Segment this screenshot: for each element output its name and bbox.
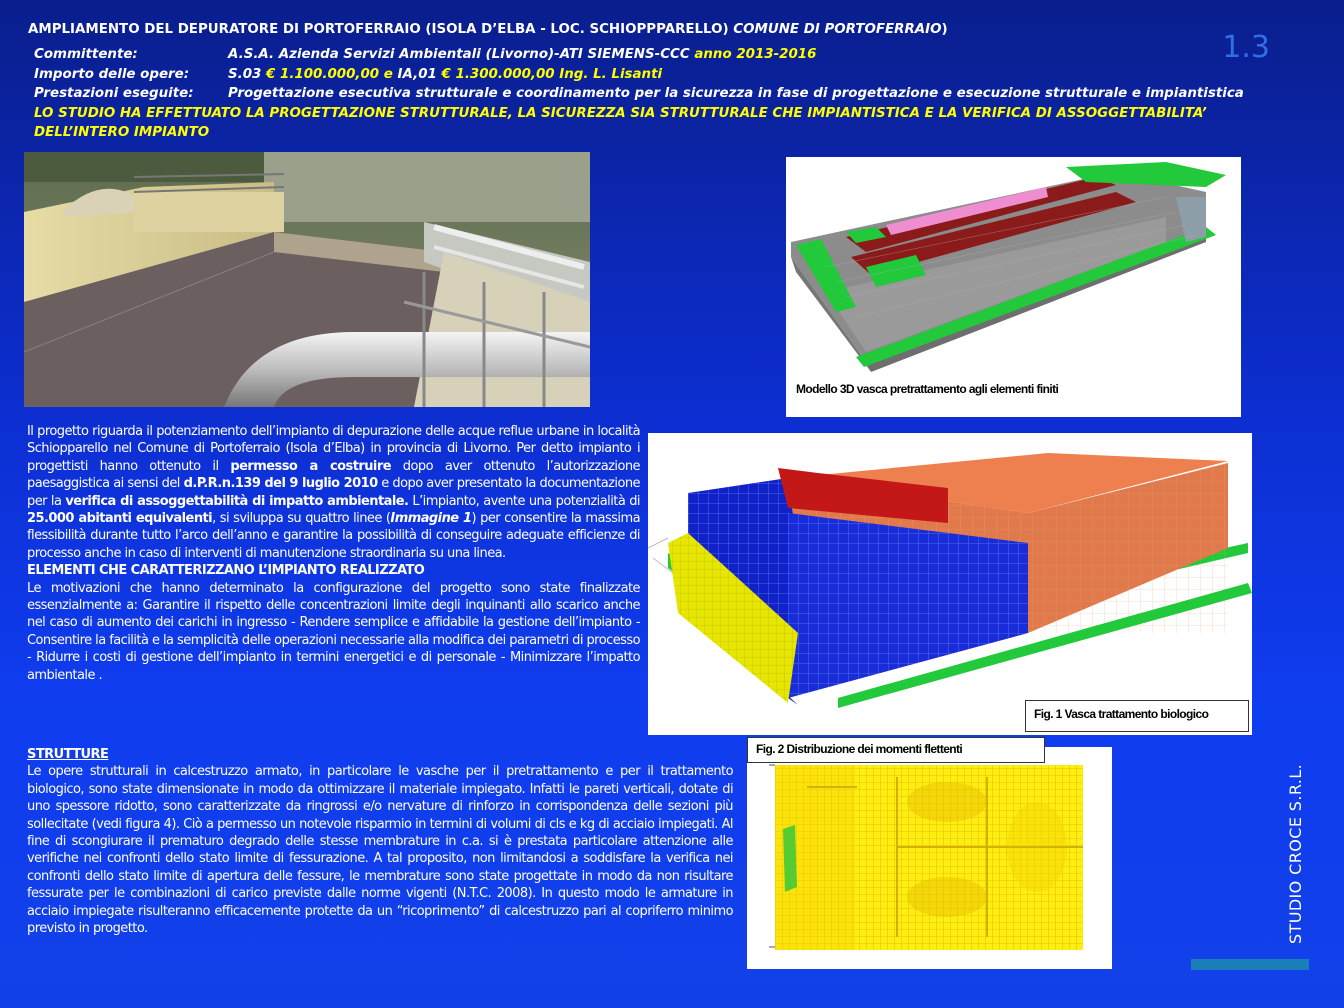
caption-3d-model: Modello 3D vasca pretrattamento agli elementi finiti: [796, 382, 1059, 396]
section-heading-strutture: STRUTTURE: [27, 747, 109, 762]
caption-fig1: Fig. 1 Vasca trattamento biologico: [1034, 707, 1209, 721]
importo-label: Importo delle opere:: [34, 66, 190, 82]
committente-year: anno 2013-2016: [694, 47, 817, 62]
biological-tank-figure: [648, 433, 1252, 735]
studio-note: LO STUDIO HA EFFETTUATO LA PROGETTAZIONE STRUTTURALE, LA SICUREZZA SIA STRUTTURALE CHE IMPIANTISTICA E LA VERIFICA DI ASSOGGETTABILITA’ DELL’INTERO IMPIANTO: [34, 105, 1207, 140]
section-heading-elementi: ELEMENTI CHE CARATTERIZZANO L’IMPIANTO REALIZZATO: [27, 563, 425, 579]
prestazioni-label: Prestazioni eseguite:: [34, 86, 194, 101]
caption-fig2: Fig. 2 Distribuzione dei momenti flettenti: [756, 742, 963, 756]
committente-label: Committente:: [34, 47, 138, 62]
paragraph-strutture: Le opere strutturali in calcestruzzo armato, in particolare le vasche per il pretrattamento e per il trattamento biologico, sono state dimensionate in modo da ottimizzare il materiale impiegato. Infatti le pareti verticali, dotate di uno spessore ridotto, sono caratterizzate da ringrossi e/o nervature di rinforzo in corrispondenza delle sezioni più sollecitate (vedi figura 4). Ciò a permesso un notevole risparmio in termini di volumi di cls e kg di acciaio impiegati. Al fine di scongiurare il prematuro degrado delle stesse membrature in c.a. si è prestata particolare attenzione alle verifiche nei confronti dello stato limite di fessurazione. A tal proposito, non limitandosi a soddisfare la verifica nei confronti dello stato limite di apertura delle fessure, le membrature sono state progettate in modo da non risultare fessurate per le combinazioni di carico previste dalle norme vigenti (N.T.C. 2008). In questo modo le armature in acciaio impiegate risulteranno efficacemente protette da un “ricoprimento” di calcestruzzo pari al copriferro minimo previsto in progetto.: [27, 764, 733, 937]
paragraph-motivazioni: Le motivazioni che hanno determinato la configurazione del progetto sono state finalizzate essenzialmente a: Garantire il rispetto delle concentrazioni limite degli inquinanti allo scarico anche nel caso di aumento dei carichi in ingresso - Rendere semplice e affidabile la gestione dell’impianto - Consentire la facilità e la semplicità delle operazioni necessarie alla modifica dei parametri di processo - Ridurre i costi di gestione dell’impianto in termini energetici e di personale - Minimizzare l’impatto ambientale .: [27, 580, 640, 683]
prestazioni-value: Progettazione esecutiva strutturale e coordinamento per la sicurezza in fase di progettazione e esecuzione strutturale e impiantistica: [228, 86, 1244, 101]
committente-value: A.S.A. Azienda Servizi Ambientali (Livorno)-ATI SIEMENS-CCC: [228, 47, 695, 62]
page-title: AMPLIAMENTO DEL DEPURATORE DI PORTOFERRAIO (ISOLA D’ELBA - LOC. SCHIOPPPARELLO) COMUNE DI PORTOFERRAIO): [28, 22, 948, 37]
pretreatment-model-figure: [786, 157, 1241, 417]
project-meta: Committente: A.S.A. Azienda Servizi Ambientali (Livorno)-ATI SIEMENS-CCC anno 2013-2016 Importo delle opere: S.03 € 1.100.000,00 e IA,01 € 1.300.000,00 Ing. L. Lisanti Prestazioni eseguite: Progettazione esecutiva strutturale e coordinamento per la sicurezza in fase di progettazione e esecuzione strutturale e impiantistica LO STUDIO HA EFFETTUATO LA PROGETTAZIONE STRUTTURALE, LA SICUREZZA SIA STRUTTURALE CHE IMPIANTISTICA E LA VERIFICA DI ASSOGGETTABILITA’ DELL’INTERO IMPIANTO: [34, 45, 1274, 143]
page-number: 1.3: [1222, 30, 1270, 65]
structures-section: [27, 746, 733, 937]
project-description: Il progetto riguarda il potenziamento dell’impianto di depurazione delle acque reflue urbane in località Schiopparello nel Comune di Portoferraio (Isola d’Elba) in provincia di Livorno. Per detto impianto i progettisti hanno ottenuto il permesso a costruire dopo aver ottenuto l’autorizzazione paesaggistica ai sensi del d.P.R.n.139 del 9 luglio 2010 e dopo aver presentato la documentazione per la verifica di assoggettabilità di impatto ambientale. L’impianto, avente una potenzialità di 25.000 abitanti equivalenti, si sviluppa su quattro linee (Immagine 1) per consentire la massima flessibilità durante tutto l’arco dell’anno e garantire la possibilità di conseguire adeguate efficienze di processo anche in caso di interventi di manutenzione straordinaria su una linea. ELEMENTI CHE CARATTERIZZANO L’IMPIANTO REALIZZATO Le motivazioni che hanno determinato la configurazione del progetto sono state finalizzate essenzialmente a: Garantire il rispetto delle concentrazioni limite degli inquinanti allo scarico anche nel caso di aumento dei carichi in ingresso - Rendere semplice e affidabile la gestione dell’impianto - Consentire la facilità e la semplicità delle operazioni necessarie alla modifica dei parametri di processo - Ridurre i costi di gestione dell’impianto in termini energetici e di personale - Minimizzare l’impatto ambientale .: [27, 424, 640, 683]
plant-rendering-photo: [24, 152, 590, 407]
studio-name-vertical: STUDIO CROCE S.R.L.: [1286, 763, 1305, 944]
bending-moments-figure: [747, 747, 1112, 969]
footer-accent-bar: [1191, 959, 1309, 970]
